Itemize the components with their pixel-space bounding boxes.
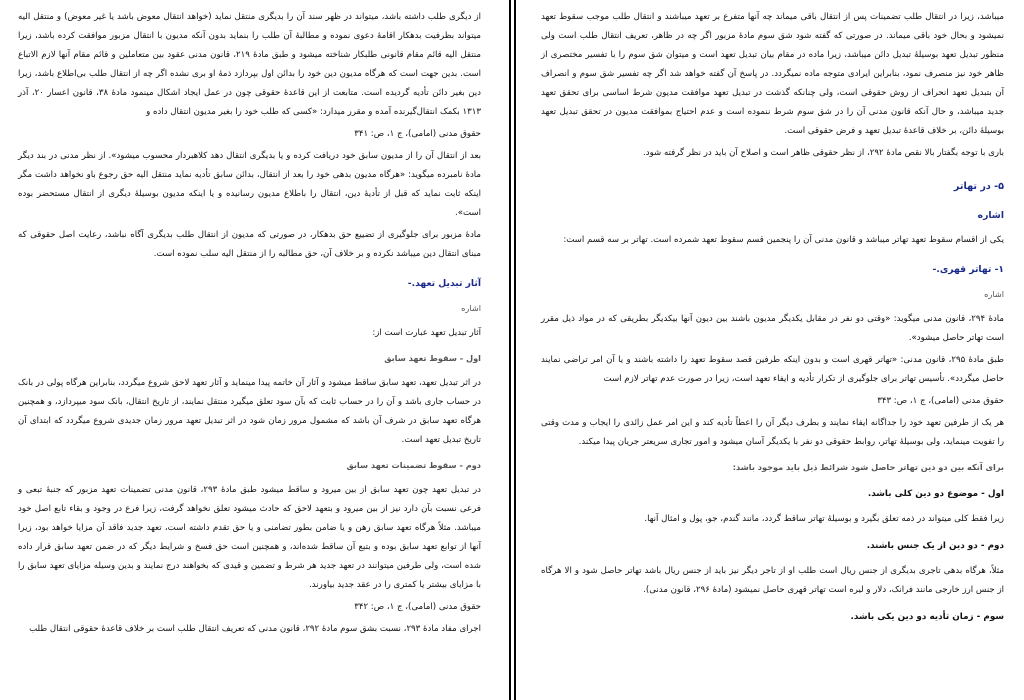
page-edge-divider-left: [509, 0, 511, 700]
paragraph: آثار تبدیل تعهد عبارت است از:: [372, 328, 481, 338]
page-reference: حقوق مدنی (امامی)، ج ۱، ص: ۳۴۲: [354, 602, 481, 612]
subsection-heading: اول - سقوط تعهد سابق: [384, 353, 481, 363]
paragraph: باری با توجه بگفتار بالا نقص مادهٔ ۲۹۲، از نظر حقوقی ظاهر است و اصلاح آن باید در نظر گرفته شود.: [643, 148, 1004, 158]
paragraph: اجرای مفاد مادهٔ ۲۹۳، نسبت بشق سوم مادهٔ ۲۹۲، قانون مدنی که تعریف انتقال طلب است بر خلاف قاعدهٔ حقوقی انتقال طلب: [29, 624, 481, 634]
paragraph: مادهٔ مزبور برای جلوگیری از تضییع حق بدهکار، در صورتی که مدیون از انتقال طلب بدیگری آگاه نباشد، رعایت اصل حقوقی که مبنای انتقال دین میباشد نکرده و بر خلاف آن، حق مطالبه را از منتقل الیه سلب نموده است.: [18, 230, 481, 259]
paragraph: زیرا فقط کلی میتواند در ذمه تعلق بگیرد و بوسیلهٔ تهاتر ساقط گردد، مانند گندم، جو، پول و امثال آنها.: [644, 514, 1004, 524]
section-heading: اشاره: [977, 210, 1004, 221]
subsection-heading: دوم - سقوط تضمینات تعهد سابق: [346, 460, 481, 470]
paragraph: از دیگری طلب داشته باشد، میتواند در ظهر سند آن را بدیگری منتقل نماید (خواهد انتقال معوض باشد یا غیر معوض) و منتقل الیه میتواند بظرفیت بدهکار اقامهٔ دعوی نموده و مطالبهٔ آن طلب را بنماید بدون آنکه مدیون با انتقال مزبور موافقت کرده باشد، زیرا منتقل الیه قائم مقام قانونی طلبکار شناخته میشود و طبق مادهٔ ۲۱۹، قانون مدنی عقود بین متعاملین و قائم مقام آنها لازم الاتباع است. بدین جهت است که هرگاه مدیون دین خود را بدائن اول بپردازد ذمهٔ او بری نشده اگر چه از انتقال طلب بی‌اطلاع باشد، زیرا دین بغیر دائن تأدیه گردیده است. متابعت از این قاعدهٔ حقوقی چون در عمل ایجاد اشکال مینمود مادهٔ ۳۸، قانون اعسار ۲۰، آذر ۱۳۱۳ بکمک انتقال‌گیرنده آمده و مقرر میدارد: «کسی که طلب خود را بغیر مدیون انتقال داده و: [18, 12, 481, 117]
condition-heading: سوم - زمان تأدیه دو دین یکی باشد.: [850, 612, 1004, 622]
page-reference: حقوق مدنی (امامی)، ج ۱، ص: ۳۴۳: [877, 396, 1004, 406]
paragraph: در اثر تبدیل تعهد، تعهد سابق ساقط میشود و آثار آن خاتمه پیدا مینماید و آثار تعهد لاحق شروع میگردد، بنابراین هرگاه پولی در بانک در حساب جاری باشد و آن را در حساب ثابت که بآن سود تعلق میگیرد منتقل نمایند، از تاریخ انتقال، بانک سود میپردازد، و همچنین هرگاه تعهد سابق در شرف آن باشد که مشمول مرور زمان شود در اثر تبدیل تعهد مرور زمان جدیدی شروع میگردد که ابتدای آن تاریخ تبدیل تعهد است.: [18, 378, 481, 445]
page-reference: حقوق مدنی (امامی)، ج ۱، ص: ۳۴۱: [354, 129, 481, 139]
section-heading: آثار تبدیل تعهد.-: [407, 278, 481, 289]
section-heading: ۱- تهاتر قهری.-: [932, 264, 1004, 275]
paragraph: یکی از اقسام سقوط تعهد تهاتر میباشد و قانون مدنی آن را پنجمین قسم سقوط تعهد شمرده است. تهاتر بر سه قسم است:: [563, 235, 1004, 245]
condition-heading: اول - موضوع دو دین کلی باشد.: [867, 489, 1004, 499]
paragraph: بعد از انتقال آن را از مدیون سابق خود دریافت کرده و یا بدیگری انتقال دهد کلاهبردار محسوب میشود». از نظر مدنی در بند دیگر مادهٔ نامبرده میگوید: «هرگاه مدیون بدهی خود را بعد از انتقال، بدائن سابق تأدیه نماید منتقل الیه حق رجوع باو نخواهد داشت مگر اینکه ثابت نماید که قبل از تأدیهٔ دین، انتقال را باطلاع مدیون رسانیده و یا اینکه مدیون بوسیلهٔ دیگری از انتقال مستحضر بوده است».: [18, 151, 481, 218]
section-label: اشاره: [984, 289, 1004, 299]
paragraph: مادهٔ ۲۹۴، قانون مدنی میگوید: «وقتی دو نفر در مقابل یکدیگر مدیون باشند بین دیون آنها بیکدیگر بطریقی که در مواد ذیل مقرر است تهاتر حاصل میشود».: [541, 314, 1004, 343]
condition-heading: دوم - دو دین از یک جنس باشند.: [866, 541, 1004, 551]
paragraph: در تبدیل تعهد چون تعهد سابق از بین میرود و ساقط میشود طبق مادهٔ ۲۹۳، قانون مدنی تضمینات تعهد مزبور که جنبهٔ تبعی و فرعی نسبت بآن دارد نیز از بین میرود و بتعهد لاحق که حادث میشود تعلق نخواهد گرفت، زیرا فرع در وجود و بقاء تابع اصل خود میباشد. مثلاً هرگاه تعهد سابق رهن و یا ضامن بطور تضامنی و یا حق تقدم داشته است، تعهد جدید فاقد آن مزایا خواهد بود، زیرا آنها از توابع تعهد سابق بوده و بتبع آن ساقط شده‌اند، و همچنین است حق فسخ و شرایط دیگر که در ضمن تعهد سابق قرار داده شده است، ولی طرفین میتوانند در تعهد جدید هر شرط و تضمین و قیدی که بخواهند درج نمایند و بدین وسیله مزایای تعهد سابق را با مزایای بیشتر یا کمتری را در عقد جدید بیاورند.: [18, 485, 481, 590]
numbered-heading: ۵- در تهاتر: [953, 181, 1004, 192]
paragraph: میباشد، زیرا در انتقال طلب تضمینات پس از انتقال باقی میماند چه آنها متفرع بر تعهد میباشند و انتقال طلب موجب سقوط تعهد نمیشود و بحال خود باقی میماند. در صورتی که گفته شود شق سوم مادهٔ مزبور اگر چه در ظاهر، تعریف انتقال طلب است ولی منظور تبدیل تعهد بوسیلهٔ تبدیل دائن میباشد، زیرا ماده در مقام بیان تبدیل تعهد است و میتوان شق سوم را با تفسیر مختصری از ظاهر خود نیز منصرف نمود، بنابراین ایرادی متوجه ماده نمیگردد. در پاسخ آن گفته خواهد شد اگر چه تفسیر شق سوم و انصراف آن بتبدیل تعهد انحراف از روش حقوقی است، ولی چنانکه گذشت در تبدیل تعهد موافقت مدیون شرط اساسی برای تحقق تعهد جدید میباشد، و حال آنکه قانون مدنی آن را در شق سوم شرط ننموده است و عدم احتیاج بموافقت مدیون در تحقق تبدیل تعهد بوسیلهٔ دائن، بر خلاف قاعدهٔ تبدیل تعهد و فرض حقوقی است.: [541, 12, 1004, 136]
paragraph: مثلاً، هرگاه بدهی تاجری بدیگری از جنس ریال است طلب او از تاجر دیگر نیز باید از جنس ریال باشد تهاتر حاصل شود و الا هرگاه از جنس ارز خارجی مانند فرانک، دلار و لیره است تهاتر قهری حاصل نمیشود (مادهٔ ۲۹۶، قانون مدنی).: [541, 566, 1004, 595]
paragraph: طبق مادهٔ ۲۹۵، قانون مدنی: «تهاتر قهری است و بدون اینکه طرفین قصد سقوط تعهد را داشته باشند و یا آن امر تراضی نمایند حاصل میگردد». تأسیس تهاتر برای جلوگیری از تکرار تأدیه و ایفاء تعهد است، زیرا در صورت عدم تهاتر لازم است: [541, 355, 1004, 384]
subsection-heading: برای آنکه بین دو دین تهاتر حاصل شود شرائط ذیل باید موجود باشد:: [732, 462, 1004, 472]
page-right: [519, 0, 1024, 700]
section-label: اشاره: [461, 303, 481, 313]
page-edge-divider-right: [514, 0, 516, 700]
paragraph: هر یک از طرفین تعهد خود را جداگانه ایفاء نمایند و بطرف دیگر آن را اعطاً تأدیه کند و این امر عمل زائدی را ایجاب و مدت وقتی را تفویت مینماید، ولی بوسیلهٔ تهاتر، روابط حقوقی دو نفر با یکدیگر آسان میشود و امور تجاری سریعتر جریان پیدا میکند.: [541, 418, 1004, 447]
page-left: [0, 0, 503, 700]
